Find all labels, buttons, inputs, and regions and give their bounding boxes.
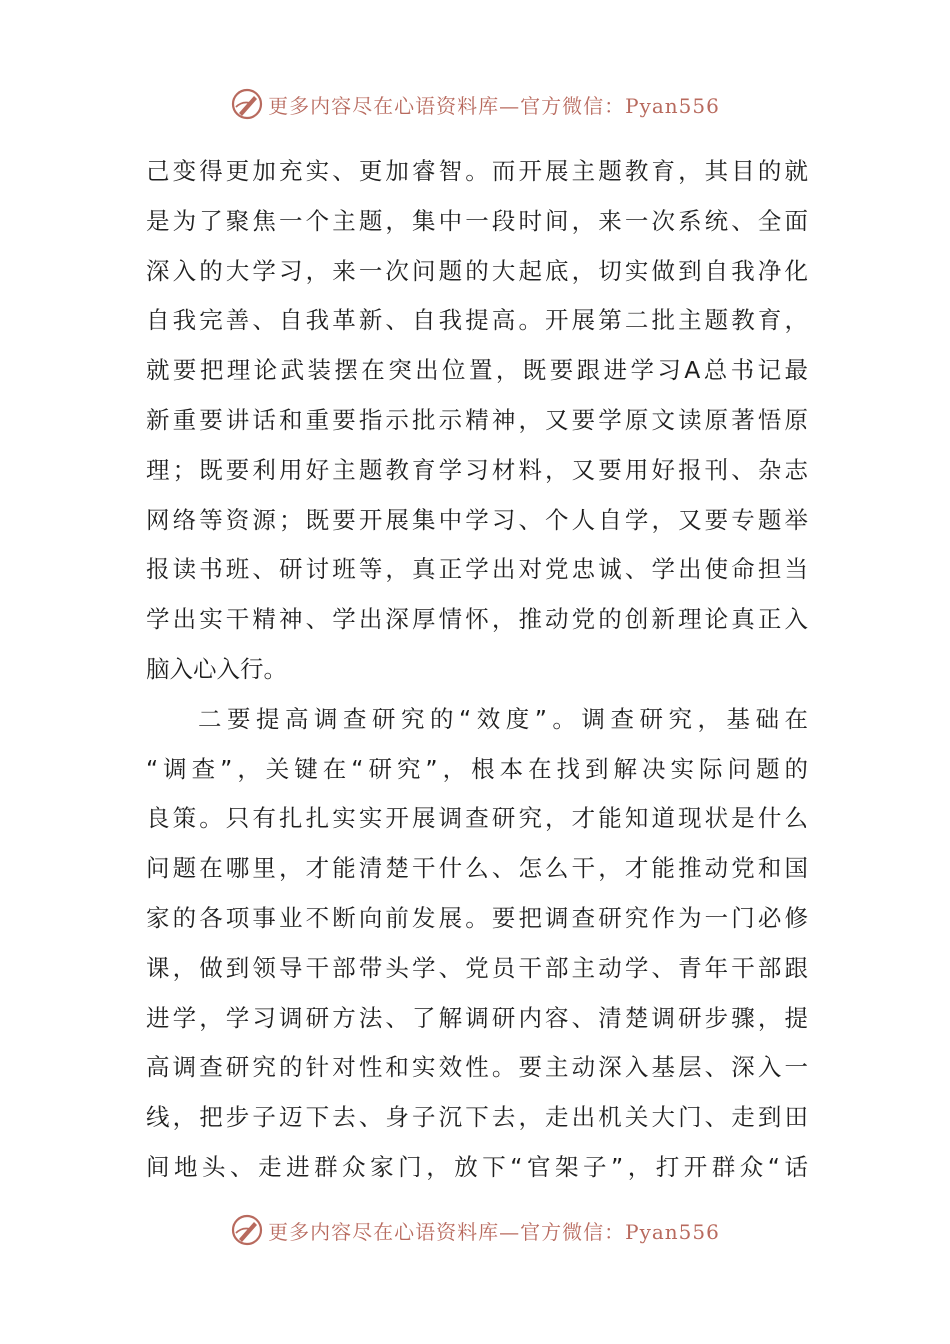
header-watermark	[0, 84, 950, 124]
text-line: 网络等资源；既要开展集中学习、个人自学，又要专题举	[146, 505, 808, 534]
text-line: 二要提高调查研究的“效度”。调查研究，基础在	[198, 704, 808, 733]
footer-watermark	[0, 1210, 950, 1250]
text-line: 良策。只有扎扎实实开展调查研究，才能知道现状是什么	[146, 804, 808, 833]
text-line: 深入的大学习，来一次问题的大起底，切实做到自我净化	[146, 256, 808, 285]
pen-logo-icon	[230, 1213, 264, 1247]
text-line: 课，做到领导干部带头学、党员干部主动学、青年干部跟	[146, 953, 808, 982]
text-line: 己变得更加充实、更加睿智。而开展主题教育，其目的就	[146, 157, 808, 185]
text-line: 线，把步子迈下去、身子沉下去，走出机关大门、走到田	[146, 1103, 808, 1132]
document-body	[146, 147, 808, 1193]
text-line: 理；既要利用好主题教育学习材料，又要用好报刊、杂志	[146, 455, 808, 484]
text-line: 问题在哪里，才能清楚干什么、怎么干，才能推动党和国	[146, 854, 808, 883]
text-line: 就要把理论武装摆在突出位置，既要跟进学习A总书记最	[146, 356, 808, 385]
watermark-text: 更多内容尽在心语资料库—官方微信：Pyan556	[268, 93, 720, 118]
text-line: 间地头、走进群众家门，放下“官架子”，打开群众“话	[146, 1152, 808, 1181]
watermark-text: 更多内容尽在心语资料库—官方微信：Pyan556	[268, 1219, 720, 1244]
text-line: “调查”，关键在“研究”，根本在找到解决实际问题的	[146, 754, 808, 783]
text-line: 学出实干精神、学出深厚情怀，推动党的创新理论真正入	[146, 605, 808, 634]
paragraph	[146, 695, 808, 1193]
text-line: 脑入心入行。	[146, 654, 287, 683]
text-line: 报读书班、研讨班等，真正学出对党忠诚、学出使命担当	[146, 555, 808, 584]
paragraph	[146, 147, 808, 695]
text-line: 是为了聚焦一个主题，集中一段时间，来一次系统、全面	[146, 206, 808, 235]
text-line: 进学，学习调研方法、了解调研内容、清楚调研步骤，提	[146, 1003, 808, 1032]
text-line: 新重要讲话和重要指示批示精神，又要学原文读原著悟原	[146, 405, 808, 434]
pen-logo-icon	[230, 87, 264, 121]
text-line: 家的各项事业不断向前发展。要把调查研究作为一门必修	[146, 903, 808, 932]
text-line: 自我完善、自我革新、自我提高。开展第二批主题教育，	[146, 306, 808, 335]
text-line: 高调查研究的针对性和实效性。要主动深入基层、深入一	[146, 1053, 808, 1082]
